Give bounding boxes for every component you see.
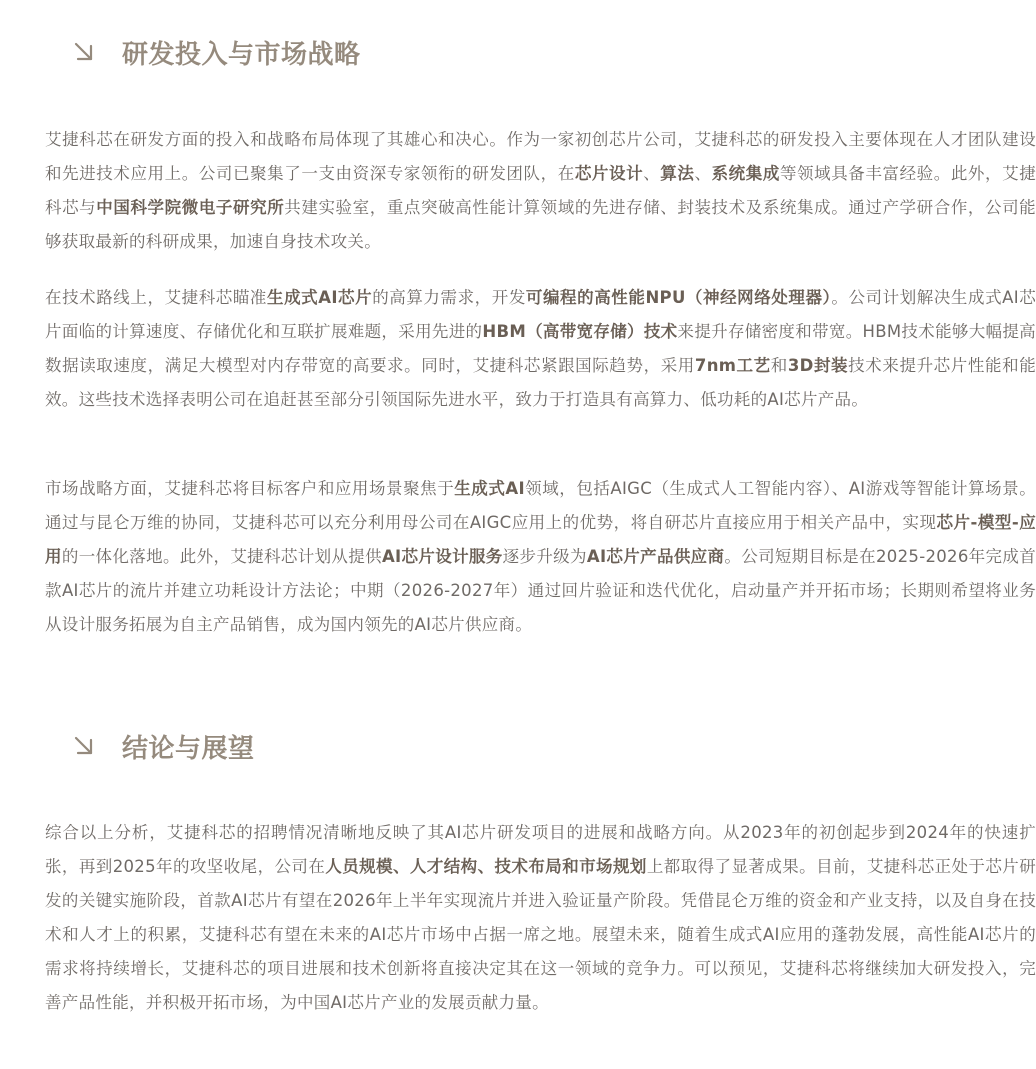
body-text: 技术来提升芯片性能和能效。这些技术选择表明公司在追赶甚至部分引领国际先进水平，致力于打造具有高算力、低功耗的AI芯片产品。 (45, 356, 1036, 409)
body-text: 。公司计划解决生成式AI芯片面临的计算速度、存储优化和互联扩展难题，采用先进的 (45, 288, 1036, 341)
section-heading-conclusion (71, 729, 255, 763)
body-text: 的一体化落地。此外，艾捷科芯计划从提供 (61, 547, 382, 566)
emphasis-text: 系统集成 (711, 164, 780, 183)
body-text: 上都取得了显著成果。目前，艾捷科芯正处于芯片研发的关键实施阶段，首款AI芯片有望在2026年上半年实现流片并进入验证量产阶段。凭借昆仑万维的资金和产业支持，以及自身在技术和人才上的积累，艾捷科芯有望在未来的AI芯片市场中占据一席之地。展望未来，随着生成式AI应用的蓬勃发展，高性能AI芯片的需求将持续增长，艾捷科芯的项目进展和技术创新将直接决定其在这一领域的竞争力。可以预见，艾捷科芯将继续加大研发投入，完善产品性能，并积极开拓市场，为中国AI芯片产业的发展贡献力量。 (45, 857, 1036, 1012)
paragraph-rd-investment (45, 123, 1036, 259)
emphasis-text: 可编程的高性能NPU（神经网络处理器） (525, 288, 832, 307)
body-text: 艾捷科芯在研发方面的投入和战略布局体现了其雄心和决心。作为一家初创芯片公司，艾捷科芯的研发投入主要体现在人才团队建设和先进技术应用上。公司已聚集了一支由资深专家领衔的研发团队，在 (45, 130, 1036, 183)
body-text: 、 (643, 164, 661, 183)
emphasis-text: 7nm工艺 (694, 356, 771, 375)
emphasis-text: 生成式AI (454, 479, 525, 498)
body-text: 、 (694, 164, 712, 183)
body-text: 来提升存储密度和带宽。HBM技术能够大幅提高数据读取速度，满足大模型对内存带宽的高要求。同时，艾捷科芯紧跟国际趋势，采用 (45, 322, 1036, 375)
emphasis-text: 芯片设计 (574, 164, 644, 183)
section-title: 研发投入与市场战略 (122, 39, 361, 70)
arrow-down-right-icon (71, 733, 97, 759)
body-text: 等领域具备丰富经验。此外，艾捷科芯与 (45, 164, 1036, 217)
section-title: 结论与展望 (122, 733, 255, 764)
emphasis-text: HBM（高带宽存储）技术 (482, 322, 678, 341)
paragraph-technology-route (45, 281, 1036, 417)
body-text: 。公司短期目标是在2025-2026年完成首款AI芯片的流片并建立功耗设计方法论；中期（2026-2027年）通过回片验证和迭代优化，启动量产并开拓市场；长期则希望将业务从设计服务拓展为自主产品销售，成为国内领先的AI芯片供应商。 (45, 547, 1036, 634)
body-text: 的高算力需求，开发 (372, 288, 526, 307)
body-text: 和 (770, 356, 788, 375)
paragraph-conclusion (45, 816, 1036, 1020)
emphasis-text: 3D封装 (787, 356, 849, 375)
emphasis-text: 算法 (660, 164, 695, 183)
arrow-down-right-icon (71, 39, 97, 65)
body-text: 市场战略方面，艾捷科芯将目标客户和应用场景聚焦于 (45, 479, 455, 498)
body-text: 共建实验室，重点突破高性能计算领域的先进存储、封装技术及系统集成。通过产学研合作，公司能够获取最新的科研成果，加速自身技术攻关。 (45, 198, 1036, 251)
body-text: 领域，包括AIGC（生成式人工智能内容）、AI游戏等智能计算场景。通过与昆仑万维的协同，艾捷科芯可以充分利用母公司在AIGC应用上的优势，将自研芯片直接应用于相关产品中，实现 (45, 479, 1036, 532)
paragraph-market-strategy (45, 472, 1036, 642)
emphasis-text: 生成式AI芯片 (267, 288, 373, 307)
section-heading-rd-market (71, 35, 361, 69)
body-text: 综合以上分析，艾捷科芯的招聘情况清晰地反映了其AI芯片研发项目的进展和战略方向。从2023年的初创起步到2024年的快速扩张，再到2025年的攻坚收尾，公司在 (45, 823, 1036, 876)
emphasis-text: AI芯片设计服务 (381, 547, 503, 566)
body-text: 在技术路线上，艾捷科芯瞄准 (45, 288, 268, 307)
emphasis-text: 人员规模、人才结构、技术布局和市场规划 (325, 857, 647, 876)
emphasis-text: AI芯片产品供应商 (586, 547, 725, 566)
emphasis-text: 中国科学院微电子研究所 (96, 198, 285, 217)
body-text: 逐步升级为 (502, 547, 587, 566)
emphasis-text: 芯片-模型-应用 (45, 513, 1036, 566)
